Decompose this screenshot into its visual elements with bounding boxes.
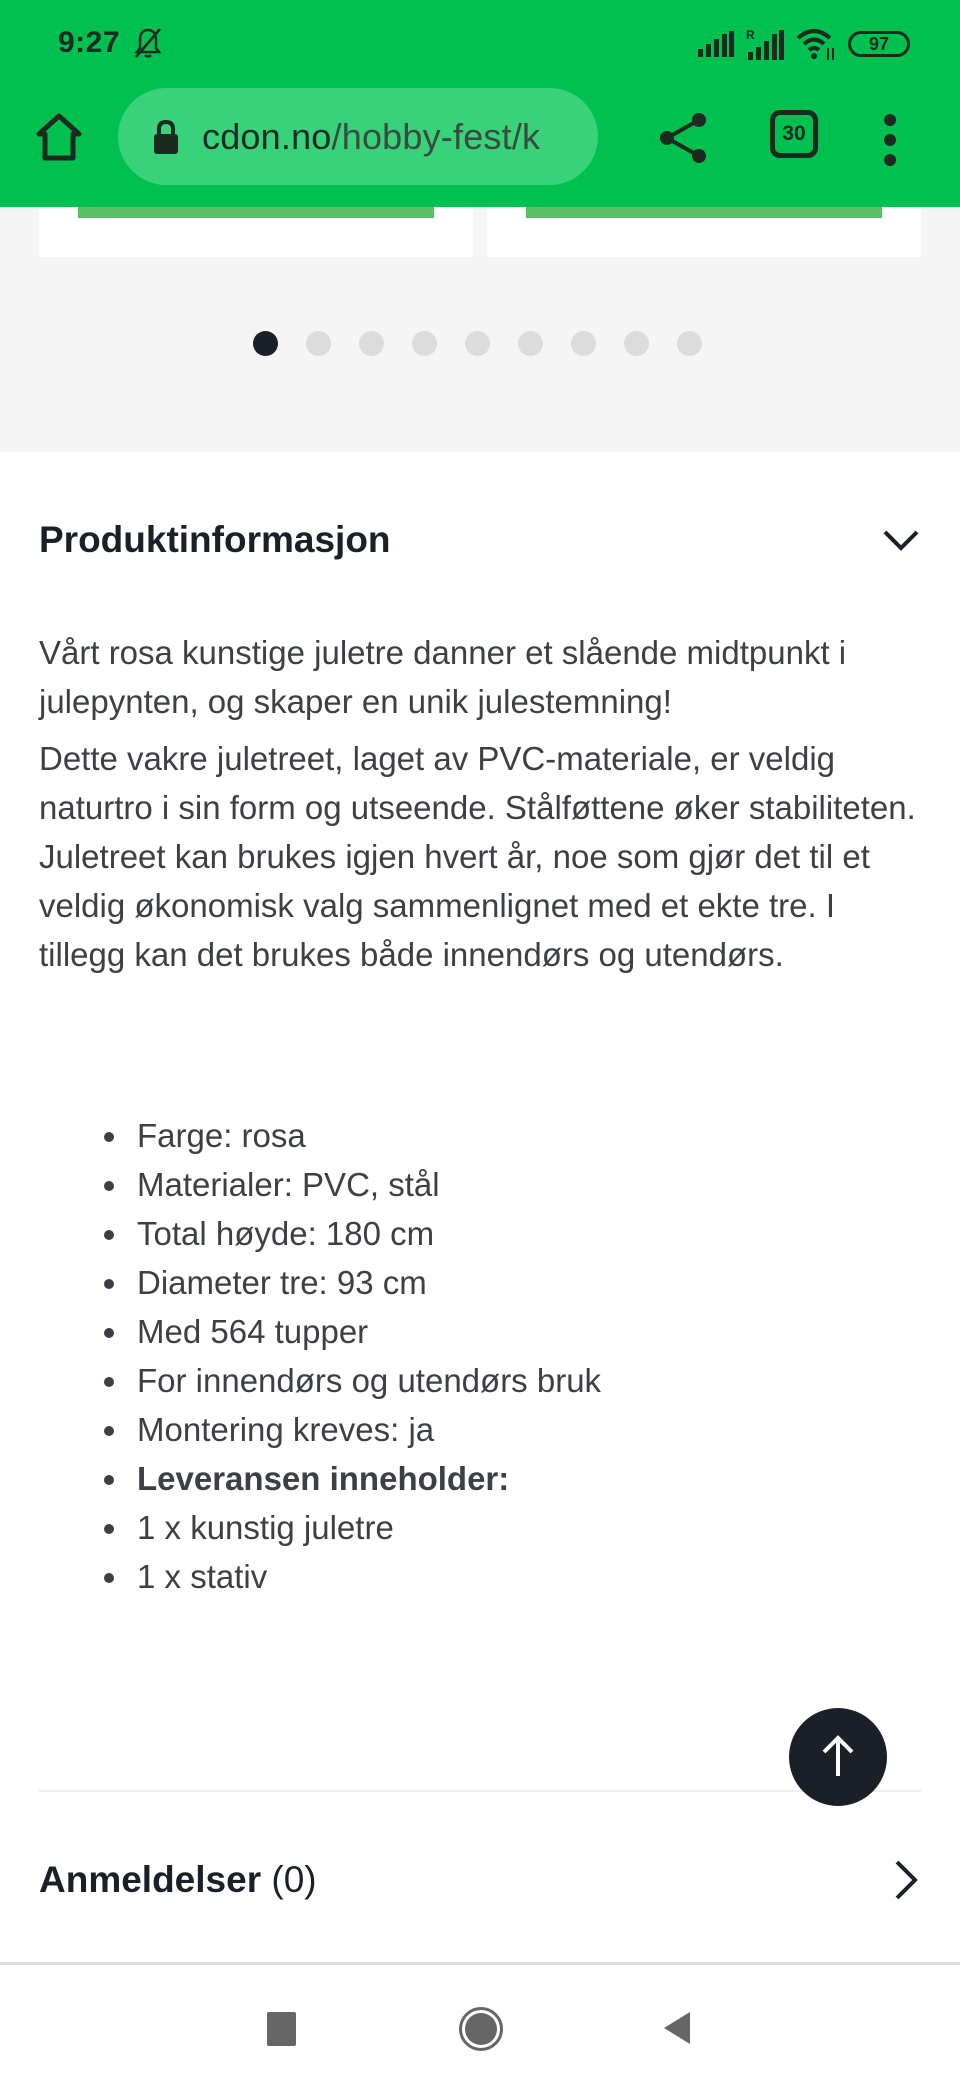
carousel-dot-1[interactable] — [253, 331, 278, 356]
carousel-dot-8[interactable] — [624, 331, 649, 356]
reviews-title: Anmeldelser (0) — [39, 1859, 317, 1900]
system-nav-bar — [0, 1962, 960, 2080]
spec-item: Materialer: PVC, stål — [100, 1160, 880, 1209]
browser-chrome — [0, 0, 960, 207]
spec-item: For innendørs og utendørs bruk — [100, 1356, 880, 1405]
carousel-dot-6[interactable] — [518, 331, 543, 356]
description-paragraph: Vårt rosa kunstige juletre danner et slående midtpunkt i julepynten, og skaper en unik julestemning! — [39, 634, 847, 720]
carousel-dot-4[interactable] — [412, 331, 437, 356]
spec-item: Diameter tre: 93 cm — [100, 1258, 880, 1307]
scroll-to-top-button[interactable] — [789, 1708, 887, 1806]
product-info-title: Produktinformasjon — [39, 519, 391, 560]
menu-dot — [884, 114, 896, 126]
carousel-card[interactable] — [487, 207, 921, 257]
signal-icon — [698, 31, 734, 57]
carousel-dot-7[interactable] — [571, 331, 596, 356]
more-vert-icon[interactable] — [875, 110, 905, 170]
carousel-card[interactable] — [39, 207, 473, 257]
lock-icon — [152, 120, 180, 154]
spec-item: 1 x kunstig juletre — [100, 1503, 880, 1552]
carousel-dot-5[interactable] — [465, 331, 490, 356]
battery-indicator: 97 — [848, 31, 910, 57]
share-icon[interactable] — [655, 110, 711, 166]
spec-item: Montering kreves: ja — [100, 1405, 880, 1454]
home-icon — [35, 112, 83, 162]
chevron-right-icon — [891, 1858, 921, 1902]
home-button[interactable] — [30, 108, 88, 166]
tab-switcher-button[interactable]: 30 — [770, 110, 818, 158]
home-circle-icon[interactable] — [459, 2007, 503, 2051]
signal-roaming-icon — [746, 28, 784, 60]
carousel-dot-9[interactable] — [677, 331, 702, 356]
product-carousel — [0, 207, 960, 452]
menu-dot — [884, 134, 896, 146]
spec-item: Med 564 tupper — [100, 1307, 880, 1356]
url-text: cdon.no/hobby-fest/k — [202, 115, 541, 157]
product-description — [39, 628, 929, 979]
bell-off-icon — [132, 26, 164, 60]
spec-item: 1 x stativ — [100, 1552, 880, 1601]
browser-toolbar — [0, 88, 960, 207]
wifi-icon — [796, 28, 836, 60]
card-buy-button[interactable] — [78, 207, 434, 218]
status-bar — [0, 0, 960, 88]
card-buy-button[interactable] — [526, 207, 882, 218]
section-divider — [39, 1790, 921, 1792]
product-info-toggle[interactable] — [39, 510, 921, 570]
recents-icon[interactable] — [267, 2012, 296, 2046]
svg-text:R: R — [746, 28, 755, 42]
back-icon[interactable] — [662, 2010, 692, 2046]
reviews-section-link[interactable] — [39, 1850, 921, 1910]
carousel-dot-2[interactable] — [306, 331, 331, 356]
home-circle-inner — [465, 2013, 497, 2045]
spec-item: Farge: rosa — [100, 1111, 880, 1160]
carousel-pagination — [253, 331, 702, 356]
spec-list — [100, 1111, 880, 1601]
spec-item-heading: Leveransen inneholder: — [100, 1454, 880, 1503]
address-bar[interactable] — [118, 88, 598, 185]
reviews-count: (0) — [271, 1859, 317, 1900]
arrow-up-icon — [818, 1734, 858, 1780]
carousel-dot-3[interactable] — [359, 331, 384, 356]
status-icons — [698, 24, 910, 64]
chevron-down-icon — [881, 520, 921, 560]
description-paragraph: Dette vakre juletreet, laget av PVC-materiale, er veldig naturtro i sin form og utseende. Stålføttene øker stabiliteten. Juletreet kan brukes igjen hvert år, noe som gjør det til et veldig økonomisk valg sammenlignet med et ekte tre. I tillegg kan det brukes både innendørs og utendørs. — [39, 740, 916, 973]
status-time: 9:27 — [58, 26, 121, 59]
spec-item: Total høyde: 180 cm — [100, 1209, 880, 1258]
menu-dot — [884, 154, 896, 166]
